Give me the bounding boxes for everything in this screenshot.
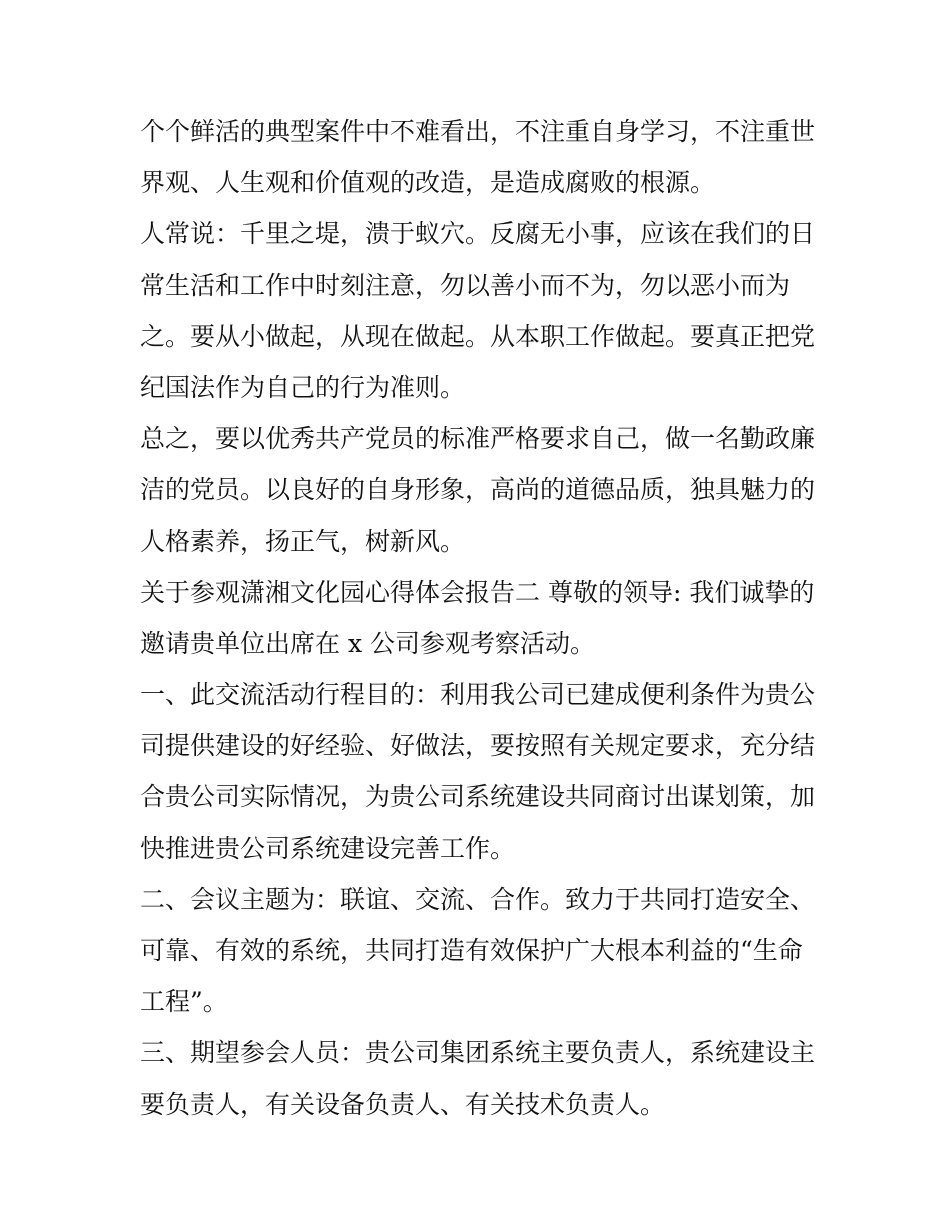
text-line: 人常说：千里之堤，溃于蚁穴。反腐无小事，应该在我们的日 [140, 219, 816, 249]
text-line: 常生活和工作中时刻注意，勿以善小而不为，勿以恶小而为 [140, 270, 791, 300]
text-line: 之。要从小做起，从现在做起。从本职工作做起。要真正把党 [140, 321, 816, 351]
text-line: 人格素养，扬正气，树新风。 [140, 526, 466, 556]
text-line: 关于参观潇湘文化园心得体会报告二 尊敬的领导: 我们诚挚的 [140, 577, 815, 607]
text-line: 快推进贵公司系统建设完善工作。 [140, 833, 516, 863]
text-line: 要负责人，有关设备负责人、有关技术负责人。 [140, 1089, 666, 1119]
text-line: 司提供建设的好经验、好做法，要按照有关规定要求，充分结 [140, 731, 816, 761]
text-line: 合贵公司实际情况，为贵公司系统建设共同商讨出谋划策，加 [140, 782, 816, 812]
text-line: 二、会议主题为：联谊、交流、合作。致力于共同打造安全、 [140, 884, 816, 914]
text-line: 一、此交流活动行程目的：利用我公司已建成便利条件为贵公 [140, 680, 816, 710]
text-line: 可靠、有效的系统，共同打造有效保护广大根本利益的“生命 [140, 936, 803, 965]
text-line: 工程”。 [140, 987, 228, 1017]
text-line: 三、期望参会人员：贵公司集团系统主要负责人，系统建设主 [140, 1038, 816, 1068]
text-line: 个个鲜活的典型案件中不难看出，不注重自身学习，不注重世 [140, 117, 816, 146]
text-line: 总之，要以优秀共产党员的标准严格要求自己，做一名勤政廉 [140, 424, 816, 454]
text-line: 界观、人生观和价值观的改造，是造成腐败的根源。 [140, 168, 716, 198]
text-line: 洁的党员。以良好的自身形象，高尚的道德品质，独具魅力的 [140, 475, 816, 505]
document-body [140, 106, 820, 1130]
text-line: 纪国法作为自己的行为准则。 [140, 372, 466, 402]
text-line: 邀请贵单位出席在 x 公司参观考察活动。 [140, 628, 595, 658]
